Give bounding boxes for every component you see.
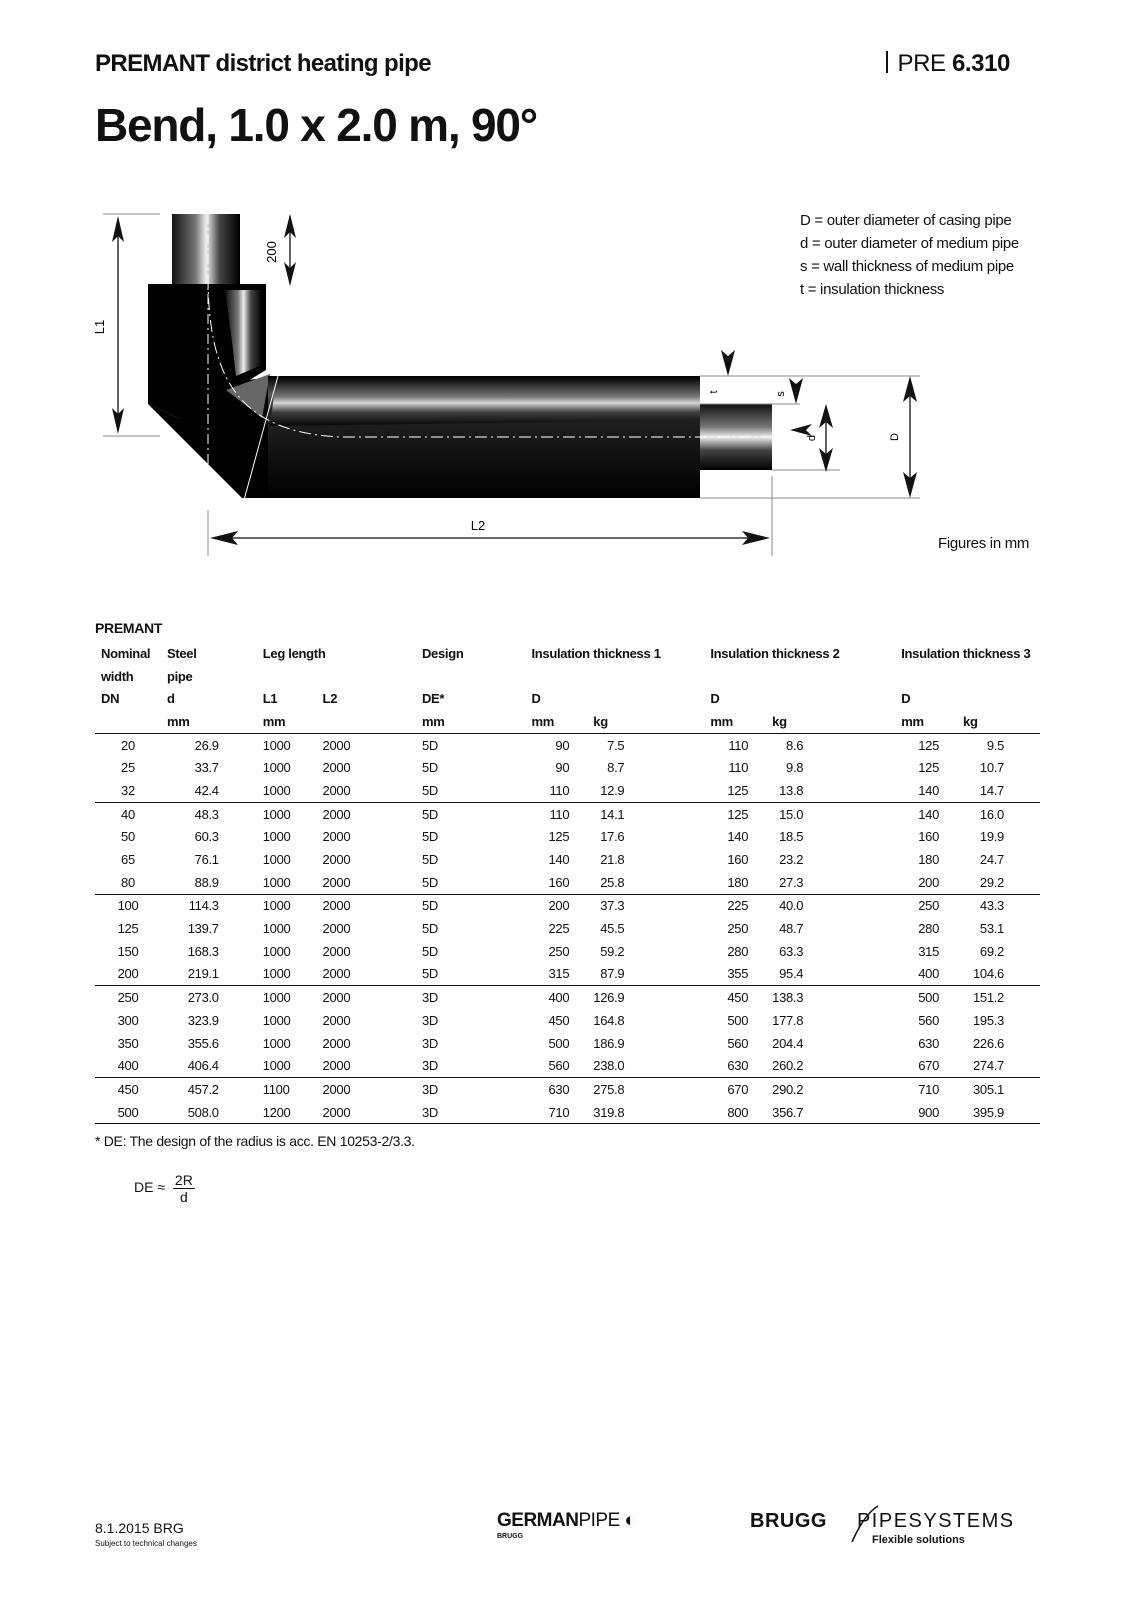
table-cell: 37.3 <box>587 894 704 917</box>
table-cell: 180 <box>727 874 749 890</box>
table-cell: 500 <box>95 1101 161 1124</box>
table-cell: 450 <box>704 986 766 1009</box>
table-cell: 1000 <box>257 894 317 917</box>
col-header: d <box>166 691 175 707</box>
table-cell: 13.8 <box>779 782 804 798</box>
table-row <box>95 802 1040 825</box>
table-cell: 88.9 <box>194 874 219 890</box>
col-header: Insulation thickness 2 <box>710 645 840 661</box>
table-cell: 315 <box>918 943 940 959</box>
table-cell: 508.0 <box>161 1101 257 1124</box>
table-cell: 200 <box>918 874 940 890</box>
table-cell: 250 <box>95 986 161 1009</box>
dim-small-d-label: d <box>806 434 818 442</box>
table-cell: 250 <box>548 943 570 959</box>
table-cell: 400 <box>525 986 587 1009</box>
table-cell: 2000 <box>322 943 351 959</box>
figures-note: Figures in mm <box>938 535 1030 552</box>
table-cell: 80 <box>121 874 135 890</box>
table-cell: 151.2 <box>957 986 1040 1009</box>
table-cell: 1000 <box>262 829 291 845</box>
upper-medium-pipe <box>172 214 240 286</box>
document-reference <box>886 50 1010 78</box>
table-cell: 7.5 <box>607 737 625 753</box>
table-cell: 140 <box>918 782 940 798</box>
table-cell: 5D <box>421 921 438 937</box>
table-cell: 5D <box>421 852 438 868</box>
table-cell: 27.3 <box>779 874 804 890</box>
table-cell: 323.9 <box>187 1012 219 1028</box>
table-cell: 160 <box>727 852 749 868</box>
table-cell: 60.3 <box>194 829 219 845</box>
table-cell: 305.1 <box>957 1078 1040 1101</box>
table-cell: 16.0 <box>957 802 1040 825</box>
col-header: pipe <box>166 668 193 684</box>
table-cell: 630 <box>727 1058 749 1074</box>
footnote: * DE: The design of the radius is acc. EN 10253-2/3.3. <box>95 1133 415 1149</box>
table-cell: 274.7 <box>972 1058 1004 1074</box>
table-cell: 350 <box>117 1035 139 1051</box>
table-cell: 59.2 <box>600 943 625 959</box>
table-cell: 406.4 <box>187 1058 219 1074</box>
table-cell: 395.9 <box>957 1101 1040 1124</box>
formula-numerator: 2R <box>174 1172 193 1188</box>
dim-casing-d-label: D <box>889 433 901 441</box>
table-cell: 200 <box>525 894 587 917</box>
table-cell: 2000 <box>322 1058 351 1074</box>
table-cell: 110 <box>728 737 749 753</box>
table-cell: 104.6 <box>972 966 1004 982</box>
table-cell: 500 <box>548 1035 570 1051</box>
table-cell: 125 <box>727 782 749 798</box>
table-cell: 19.9 <box>979 829 1004 845</box>
table-cell: 1000 <box>262 1058 291 1074</box>
table-cell: 2000 <box>322 966 351 982</box>
table-cell: 900 <box>895 1101 957 1124</box>
table-cell: 12.9 <box>600 782 625 798</box>
unit-header: kg <box>587 710 704 733</box>
table-cell: 1000 <box>262 966 291 982</box>
table-cell: 63.3 <box>779 943 804 959</box>
table-cell: 300 <box>117 1012 139 1028</box>
col-header: Nominal <box>101 645 151 661</box>
table-row <box>95 1101 1040 1124</box>
table-row <box>95 756 1040 779</box>
table-cell: 2000 <box>322 737 351 753</box>
legend-item: s = wall thickness of medium pipe <box>800 258 1014 275</box>
header-row <box>95 710 1040 733</box>
table-cell: 2000 <box>317 1101 416 1124</box>
table-cell: 319.8 <box>587 1101 704 1124</box>
table-cell: 5D <box>421 966 438 982</box>
table-cell: 114.3 <box>161 894 257 917</box>
unit-header: mm <box>704 710 766 733</box>
table-cell: 160 <box>548 874 570 890</box>
col-header: D <box>901 691 911 707</box>
brugg-pipesystems-logo: BRUGG PIPESYSTEMS Flexible solutions <box>750 1510 1015 1546</box>
col-header: L2 <box>322 691 338 707</box>
col-header: Insulation thickness 1 <box>531 645 661 661</box>
col-header: D <box>710 691 720 707</box>
table-cell: 14.7 <box>979 782 1004 798</box>
table-cell: 3D <box>416 1101 525 1124</box>
table-cell: 710 <box>895 1078 957 1101</box>
table-cell: 3D <box>416 986 525 1009</box>
table-cell: 1000 <box>262 852 291 868</box>
table-cell: 40 <box>95 802 161 825</box>
table-cell: 280 <box>918 921 940 937</box>
table-cell: 1000 <box>257 802 317 825</box>
table-cell: 21.8 <box>600 852 625 868</box>
dim-200-label: 200 <box>264 241 279 263</box>
table-cell: 400 <box>918 966 940 982</box>
table-cell: 87.9 <box>600 966 625 982</box>
col-header: D <box>531 691 541 707</box>
table-row <box>95 1009 1040 1032</box>
table-cell: 355.6 <box>187 1035 219 1051</box>
table-cell: 1200 <box>257 1101 317 1124</box>
table-cell: 168.3 <box>187 943 219 959</box>
table-cell: 2000 <box>317 986 416 1009</box>
unit-header: mm <box>525 710 587 733</box>
col-header: Insulation thickness 3 <box>901 645 1031 661</box>
table-cell: 100 <box>95 894 161 917</box>
table-cell: 17.6 <box>600 829 625 845</box>
dim-l2-label: L2 <box>470 518 486 533</box>
table-cell: 450 <box>95 1078 161 1101</box>
table-cell: 8.7 <box>607 760 625 776</box>
table-cell: 457.2 <box>161 1078 257 1101</box>
table-cell: 125 <box>918 760 940 776</box>
table-cell: 2000 <box>322 1012 351 1028</box>
table-cell: 180 <box>918 852 940 868</box>
de-formula <box>134 1172 195 1205</box>
table-row <box>95 1032 1040 1055</box>
table-cell: 3D <box>421 1012 438 1028</box>
table-cell: 125 <box>918 737 940 753</box>
table-cell: 2000 <box>322 782 351 798</box>
table-cell: 1000 <box>262 760 291 776</box>
table-cell: 140 <box>895 802 957 825</box>
table-cell: 33.7 <box>194 760 219 776</box>
table-cell: 219.1 <box>187 966 219 982</box>
footer-date: 8.1.2015 BRG <box>95 1520 184 1536</box>
table-cell: 500 <box>895 986 957 1009</box>
table-cell: 186.9 <box>593 1035 625 1051</box>
unit-header: mm <box>895 710 957 733</box>
table-cell: 670 <box>918 1058 940 1074</box>
table-cell: 500 <box>727 1012 749 1028</box>
table-body <box>95 733 1040 1124</box>
table-row <box>95 871 1040 894</box>
table-cell: 315 <box>548 966 570 982</box>
table-cell: 560 <box>918 1012 940 1028</box>
table-cell: 125 <box>548 829 570 845</box>
table-cell: 25 <box>121 760 135 776</box>
legend-item: D = outer diameter of casing pipe <box>800 212 1012 229</box>
table-cell: 24.7 <box>979 852 1004 868</box>
table-cell: 225 <box>704 894 766 917</box>
table-cell: 238.0 <box>593 1058 625 1074</box>
table-cell: 2000 <box>322 760 351 776</box>
table-cell: 2000 <box>322 1035 351 1051</box>
table-cell: 125 <box>117 921 139 937</box>
table-cell: 5D <box>421 760 438 776</box>
table-cell: 1000 <box>262 1035 291 1051</box>
col-header: Steel <box>166 645 197 661</box>
dimensions-table <box>95 642 1040 1124</box>
legend-item: d = outer diameter of medium pipe <box>800 235 1019 252</box>
table-cell: 560 <box>548 1058 570 1074</box>
table-cell: 3D <box>416 1078 525 1101</box>
table-cell: 8.6 <box>786 737 804 753</box>
table-cell: 225 <box>548 921 570 937</box>
table-cell: 150 <box>117 943 139 959</box>
formula-approx: ≈ <box>157 1179 166 1196</box>
table-row <box>95 917 1040 940</box>
table-cell: 1000 <box>257 986 317 1009</box>
table-cell: 25.8 <box>600 874 625 890</box>
unit-header: mm <box>161 710 257 733</box>
table-cell: 65 <box>121 852 135 868</box>
table-row <box>95 940 1040 963</box>
table-cell: 356.7 <box>766 1101 895 1124</box>
dim-l1-label: L1 <box>92 319 107 335</box>
doc-prefix: PRE <box>897 50 946 77</box>
table-cell: 710 <box>525 1101 587 1124</box>
table-cell: 1000 <box>262 943 291 959</box>
table-cell: 125 <box>704 802 766 825</box>
table-cell: 50 <box>121 829 135 845</box>
table-cell: 260.2 <box>772 1058 804 1074</box>
table-row <box>95 826 1040 849</box>
table-cell: 1000 <box>262 874 291 890</box>
table-cell: 29.2 <box>979 874 1004 890</box>
dim-s-label: s <box>775 391 787 397</box>
table-cell: 630 <box>918 1035 940 1051</box>
table-cell: 2000 <box>317 894 416 917</box>
table-cell: 14.1 <box>587 802 704 825</box>
table-cell: 140 <box>727 829 749 845</box>
table-cell: 2000 <box>322 921 351 937</box>
table-caption: PREMANT <box>95 620 163 636</box>
table-row <box>95 963 1040 986</box>
table-cell: 355 <box>727 966 749 982</box>
table-cell: 290.2 <box>766 1078 895 1101</box>
table-cell: 2000 <box>322 829 351 845</box>
header-row <box>95 642 1040 665</box>
table-cell: 1000 <box>262 782 291 798</box>
table-cell: 5D <box>421 943 438 959</box>
table-cell: 1000 <box>262 1012 291 1028</box>
table-cell: 5D <box>421 874 438 890</box>
table-cell: 2000 <box>322 852 351 868</box>
table-cell: 5D <box>421 782 438 798</box>
table-cell: 5D <box>416 894 525 917</box>
col-header: width <box>101 668 134 684</box>
table-cell: 250 <box>895 894 957 917</box>
table-cell: 450 <box>548 1012 570 1028</box>
table-cell: 5D <box>421 829 438 845</box>
table-row <box>95 779 1040 802</box>
table-cell: 95.4 <box>779 966 804 982</box>
formula-denominator: d <box>179 1189 188 1205</box>
legend-item: t = insulation thickness <box>800 281 945 298</box>
table-cell: 110 <box>549 782 570 798</box>
table-cell: 5D <box>416 802 525 825</box>
table-cell: 15.0 <box>766 802 895 825</box>
table-cell: 20 <box>121 737 135 753</box>
col-header: Leg length <box>262 645 326 661</box>
table-row <box>95 1054 1040 1077</box>
table-cell: 560 <box>727 1035 749 1051</box>
table-cell: 110 <box>728 760 749 776</box>
table-cell: 3D <box>421 1035 438 1051</box>
table-cell: 250 <box>727 921 749 937</box>
table-cell: 138.3 <box>766 986 895 1009</box>
dim-t-label: t <box>708 390 720 394</box>
unit-header: mm <box>257 710 317 733</box>
table-cell: 1000 <box>262 921 291 937</box>
table-cell: 139.7 <box>187 921 219 937</box>
header-row <box>95 687 1040 710</box>
table-cell: 2000 <box>317 802 416 825</box>
table-cell: 110 <box>525 802 587 825</box>
unit-header: kg <box>957 710 1040 733</box>
table-cell: 76.1 <box>194 852 219 868</box>
table-cell: 9.5 <box>986 737 1004 753</box>
table-cell: 275.8 <box>587 1078 704 1101</box>
table-cell: 69.2 <box>979 943 1004 959</box>
table-cell: 48.7 <box>779 921 804 937</box>
table-row <box>95 733 1040 756</box>
header-row <box>95 665 1040 688</box>
brugg-slash-icon <box>850 1504 880 1544</box>
table-cell: 26.9 <box>194 737 219 753</box>
table-row <box>95 894 1040 917</box>
formula-lhs: DE <box>134 1179 154 1196</box>
table-cell: 280 <box>727 943 749 959</box>
table-cell: 48.3 <box>161 802 257 825</box>
table-cell: 164.8 <box>593 1012 625 1028</box>
table-cell: 273.0 <box>161 986 257 1009</box>
table-cell: 40.0 <box>766 894 895 917</box>
germanpipe-mark-icon: ◐ <box>619 1510 636 1531</box>
table-cell: 226.6 <box>972 1035 1004 1051</box>
table-cell: 23.2 <box>779 852 804 868</box>
col-header: L1 <box>262 691 278 707</box>
table-cell: 126.9 <box>587 986 704 1009</box>
table-cell: 204.4 <box>772 1035 804 1051</box>
table-cell: 195.3 <box>972 1012 1004 1028</box>
col-header: Design <box>421 645 464 661</box>
table-cell: 90 <box>555 737 570 753</box>
unit-header: mm <box>416 710 525 733</box>
table-cell: 9.8 <box>786 760 804 776</box>
table-cell: 200 <box>117 966 139 982</box>
document-title: Bend, 1.0 x 2.0 m, 90° <box>95 99 538 151</box>
table-row <box>95 848 1040 871</box>
table-cell: 1100 <box>257 1078 317 1101</box>
table-row <box>95 986 1040 1009</box>
table-cell: 177.8 <box>772 1012 804 1028</box>
col-header: DE* <box>421 691 445 707</box>
table-cell: 160 <box>918 829 940 845</box>
document-subtitle: PREMANT district heating pipe <box>95 50 431 77</box>
germanpipe-logo: GERMANPIPE ◐ BRUGG <box>497 1510 636 1540</box>
table-cell: 630 <box>525 1078 587 1101</box>
table-cell: 670 <box>704 1078 766 1101</box>
table-cell: 800 <box>704 1101 766 1124</box>
unit-header: kg <box>766 710 895 733</box>
table-cell: 2000 <box>322 874 351 890</box>
table-cell: 5D <box>421 737 438 753</box>
col-header: DN <box>101 691 120 707</box>
table-cell: 45.5 <box>600 921 625 937</box>
table-cell: 42.4 <box>194 782 219 798</box>
table-cell: 32 <box>121 782 135 798</box>
table-cell: 1000 <box>262 737 291 753</box>
table-row <box>95 1078 1040 1101</box>
table-cell: 3D <box>421 1058 438 1074</box>
table-cell: 90 <box>555 760 570 776</box>
table-cell: 10.7 <box>979 760 1004 776</box>
table-cell: 43.3 <box>957 894 1040 917</box>
table-cell: 18.5 <box>779 829 804 845</box>
table-cell: 400 <box>117 1058 139 1074</box>
table-cell: 2000 <box>317 1078 416 1101</box>
footer-changes-note: Subject to technical changes <box>95 1539 197 1548</box>
table-cell: 140 <box>548 852 570 868</box>
table-cell: 53.1 <box>979 921 1004 937</box>
doc-number: 6.310 <box>951 50 1010 77</box>
